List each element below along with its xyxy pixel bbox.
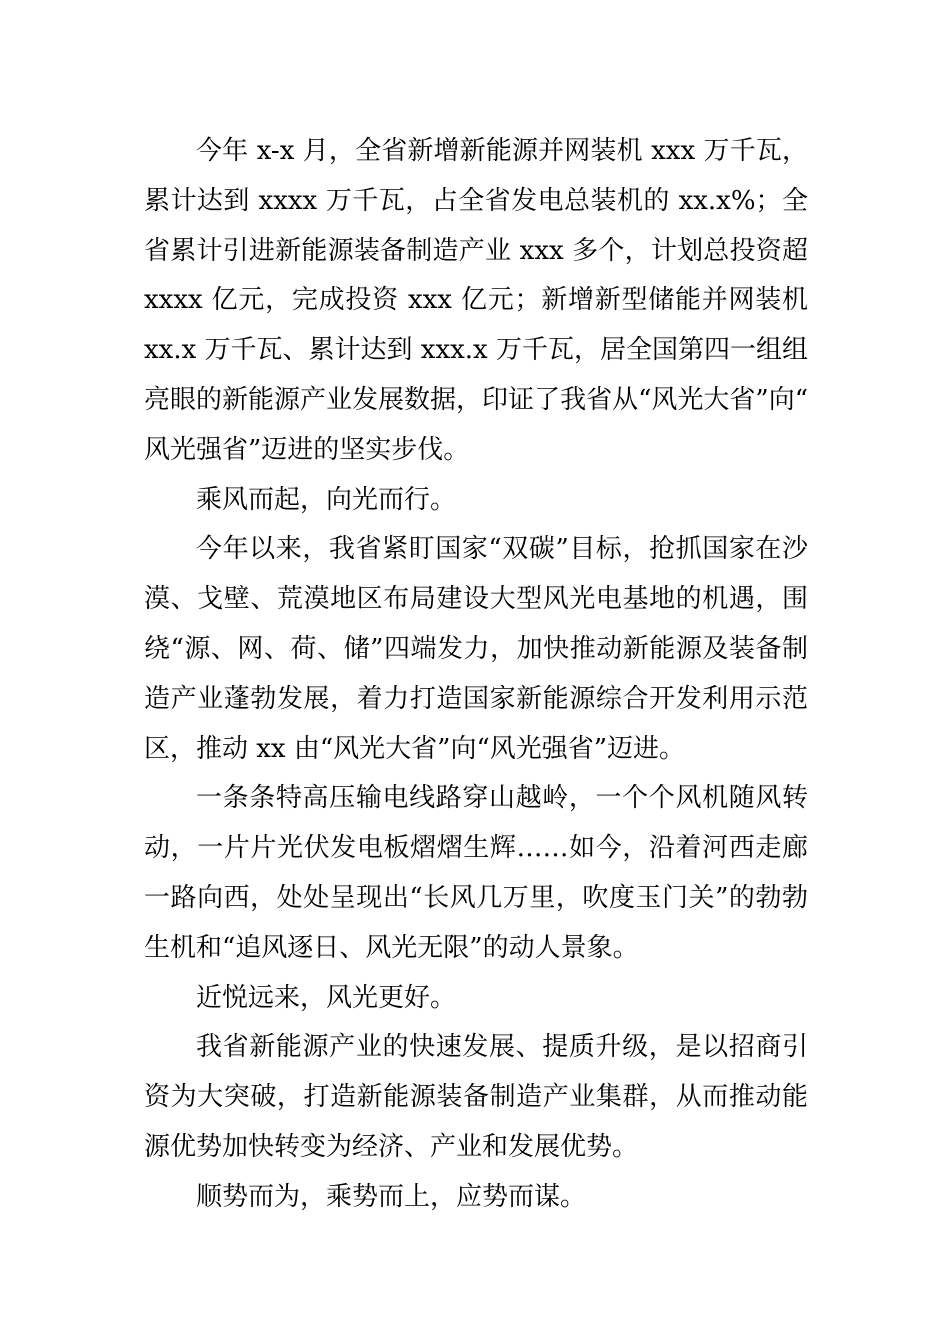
paragraph-4: 一条条特高压输电线路穿山越岭，一个个风机随风转动，一片片光伏发电板熠熠生辉……如今，沿着河西走廊一路向西，处处呈现出“长风几万里，吹度玉门关”的勃勃生机和“追风逐日、风光无限”的动人景象。 [144, 783, 808, 963]
paragraph-2: 乘风而起，向光而行。 [196, 484, 457, 515]
paragraph-7: 顺势而为，乘势而上，应势而谋。 [196, 1181, 587, 1212]
paragraph-5: 近悦远来，风光更好。 [196, 982, 457, 1013]
paragraph-6: 我省新能源产业的快速发展、提质升级，是以招商引资为大突破，打造新能源装备制造产业集群，从而推动能源优势加快转变为经济、产业和发展优势。 [144, 1032, 808, 1162]
document-body [144, 127, 808, 1223]
paragraph-3: 今年以来，我省紧盯国家“双碳”目标，抢抓国家在沙漠、戈壁、荒漠地区布局建设大型风光电基地的机遇，围绕“源、网、荷、储”四端发力，加快推动新能源及装备制造产业蓬勃发展，着力打造国家新能源综合开发利用示范区，推动 xx 由“风光大省”向“风光强省”迈进。 [144, 534, 808, 764]
paragraph-1: 今年 x-x 月，全省新增新能源并网装机 xxx 万千瓦，累计达到 xxxx 万千瓦，占全省发电总装机的 xx.x%；全省累计引进新能源装备制造产业 xxx 多个，计划总投资超 xxxx 亿元，完成投资 xxx 亿元；新增新型储能并网装机 xx.x 万千瓦、累计达到 xxx.x 万千瓦，居全国第四一组组亮眼的新能源产业发展数据，印证了我省从“风光大省”向“风光强省”迈进的坚实步伐。 [144, 136, 808, 465]
